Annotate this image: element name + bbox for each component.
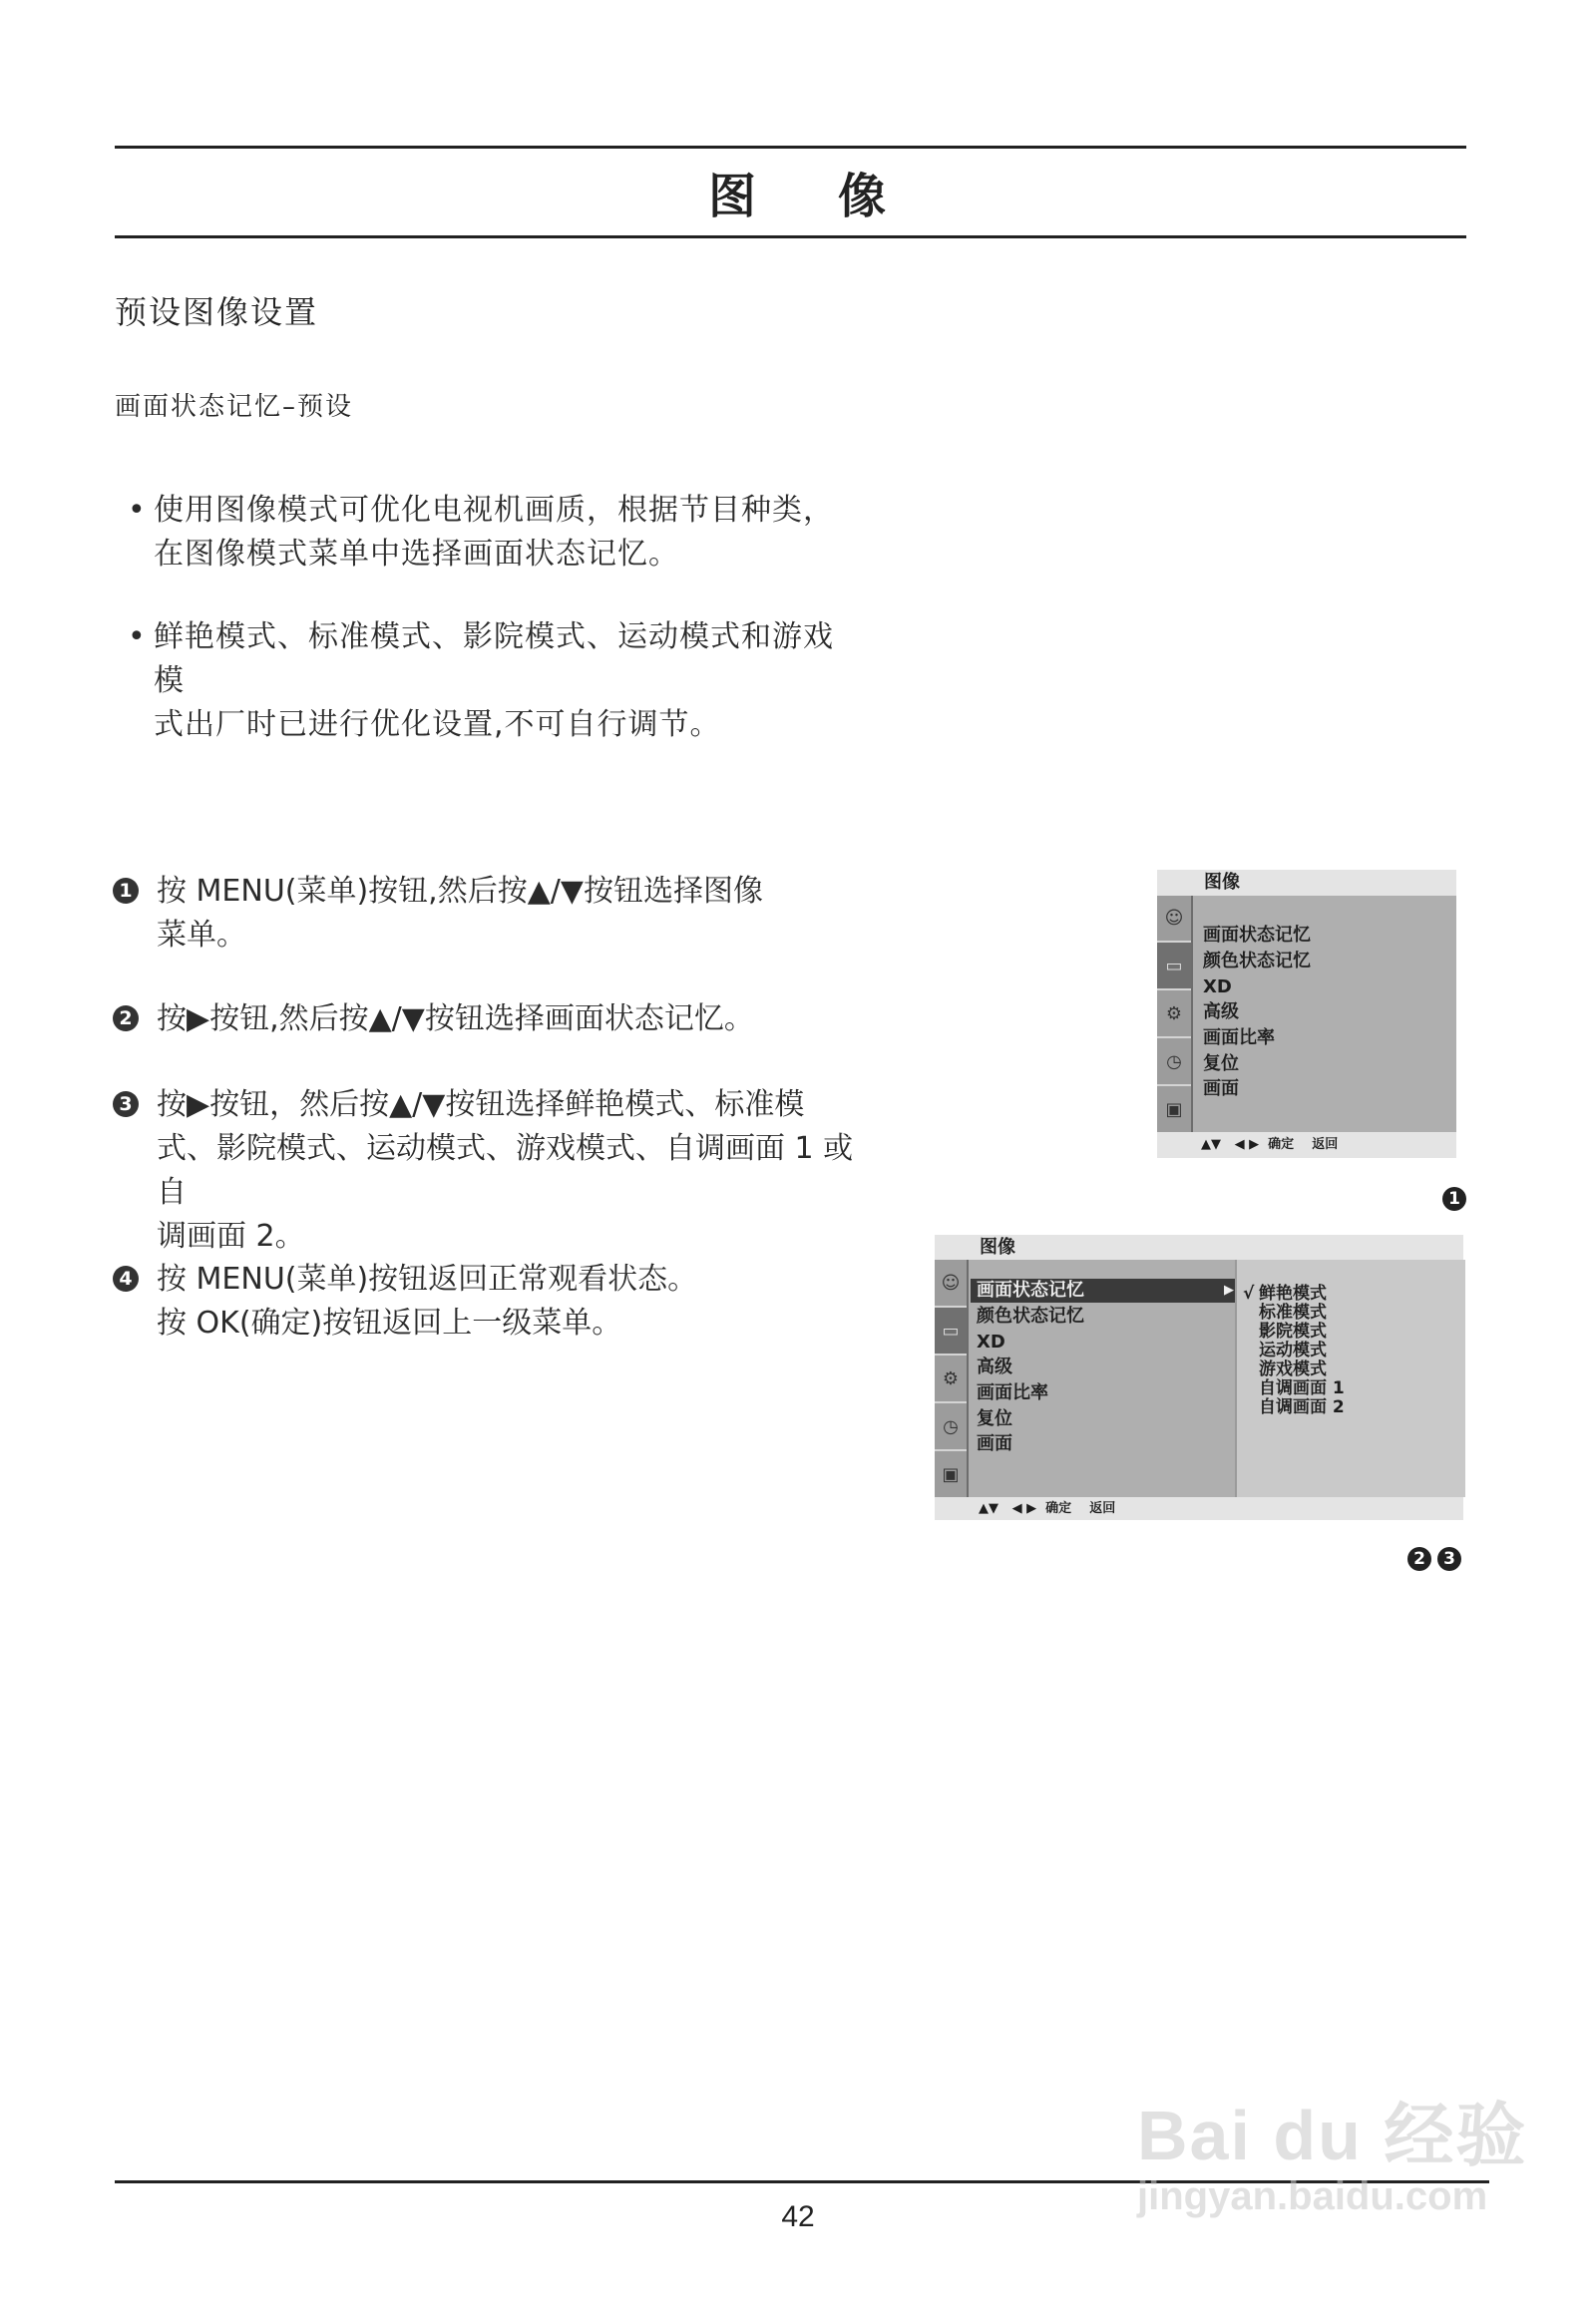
submenu-option[interactable]: 运动模式 (1259, 1341, 1327, 1360)
back-hint: 返回 (1089, 1501, 1116, 1516)
menu-title: 图像 (1157, 870, 1456, 896)
check-icon: √ (1243, 1284, 1255, 1304)
submenu-arrow-icon: ▶ (1224, 1283, 1234, 1298)
updown-arrows-icon: ▲▼ (979, 1501, 998, 1516)
bullet-paragraph-2 (128, 615, 856, 747)
step-2 (113, 997, 861, 1041)
step-line: 按 MENU(菜单)按钮返回正常观看状态。 (157, 1262, 698, 1297)
watermark-url: jingyan.baidu.com (1137, 2174, 1488, 2218)
back-hint: 返回 (1312, 1137, 1339, 1152)
menu-footer-hints (1157, 1132, 1456, 1158)
menu-footer-hints (935, 1497, 1463, 1520)
bullet-line: 鲜艳模式、标准模式、影院模式、运动模式和游戏模 (154, 619, 834, 698)
menu-item[interactable]: 画面比率 (977, 1382, 1048, 1403)
picture-icon: ☺ (935, 1260, 967, 1308)
leftright-arrows-icon: ◀ ▶ (1011, 1501, 1037, 1516)
leftright-arrows-icon: ◀ ▶ (1234, 1137, 1260, 1152)
ok-hint: 确定 (1045, 1501, 1072, 1516)
step-number-badge: 1 (113, 878, 139, 904)
menu-item[interactable]: 画面比率 (1203, 1027, 1275, 1048)
step-1 (113, 870, 861, 958)
section-subheading: 画面状态记忆–预设 (115, 392, 354, 422)
submenu-option[interactable]: 自调画面 2 (1259, 1397, 1345, 1417)
submenu-panel (1235, 1260, 1465, 1497)
menu-item[interactable]: 复位 (977, 1408, 1012, 1429)
bullet-line: 在图像模式菜单中选择画面状态记忆。 (154, 537, 679, 572)
menu-title: 图像 (935, 1235, 1463, 1260)
menu-item[interactable]: 画面 (977, 1433, 1012, 1454)
page-title (0, 158, 1596, 226)
osd-menu-picture (1157, 870, 1456, 1158)
top-rule (115, 146, 1466, 149)
lock-icon: ▣ (942, 1463, 960, 1485)
step-line: 按▶按钮,然后按▲/▼按钮选择画面状态记忆。 (157, 1001, 754, 1036)
figure-badge-3: 3 (1437, 1547, 1461, 1571)
figure-badge-2: 2 (1407, 1547, 1431, 1571)
menu-item[interactable]: XD (977, 1332, 1005, 1353)
menu-item[interactable]: 画面状态记忆 (1203, 925, 1311, 946)
gear-icon: ⚙ (935, 1356, 967, 1403)
menu-item-label: 画面状态记忆 (977, 1280, 1084, 1301)
section-heading: 预设图像设置 (115, 293, 319, 331)
step-line: 调画面 2。 (157, 1219, 305, 1254)
menu-icon-column (935, 1260, 969, 1497)
picture-icon: ☺ (1157, 896, 1191, 943)
menu-item[interactable]: 画面 (1203, 1078, 1239, 1099)
menu-item[interactable]: 复位 (1203, 1053, 1239, 1074)
step-line: 式、影院模式、运动模式、游戏模式、自调画面 1 或自 (157, 1131, 854, 1210)
title-char-1: 图 (707, 169, 758, 224)
step-number-badge: 4 (113, 1266, 139, 1292)
baidu-watermark (1137, 2080, 1527, 2219)
bullet-icon: • (128, 619, 147, 654)
menu-item[interactable]: 高级 (977, 1356, 1012, 1377)
step-number-badge: 3 (113, 1091, 139, 1117)
updown-arrows-icon: ▲▼ (1201, 1137, 1221, 1152)
menu-item[interactable]: 高级 (1203, 1001, 1239, 1022)
step-line: 按 OK(确定)按钮返回上一级菜单。 (157, 1306, 622, 1341)
lock-icon: ▣ (1165, 1098, 1183, 1120)
step-line: 菜单。 (157, 918, 246, 953)
menu-item-selected[interactable] (971, 1279, 1240, 1303)
title-char-2: 像 (838, 169, 889, 224)
menu-icon-column (1157, 896, 1193, 1132)
menu-item[interactable]: 颜色状态记忆 (1203, 951, 1311, 971)
figure-badge-1: 1 (1442, 1187, 1466, 1211)
watermark-logo: Bai du 经验 (1137, 2097, 1528, 2174)
step-line: 按 MENU(菜单)按钮,然后按▲/▼按钮选择图像 (157, 874, 763, 909)
title-bottom-rule (115, 235, 1466, 238)
timer-icon: ◷ (935, 1403, 967, 1451)
step-4 (113, 1258, 861, 1346)
bullet-line: 式出厂时已进行优化设置,不可自行调节。 (154, 707, 721, 742)
submenu-option[interactable]: 游戏模式 (1259, 1359, 1327, 1379)
osd-menu-picture-submenu (935, 1235, 1463, 1520)
bullet-icon: • (128, 493, 147, 528)
step-3 (113, 1083, 861, 1259)
step-line: 按▶按钮，然后按▲/▼按钮选择鲜艳模式、标准模 (157, 1087, 805, 1122)
screen-icon: ▭ (935, 1308, 967, 1356)
gear-icon: ⚙ (1157, 990, 1191, 1038)
step-number-badge: 2 (113, 1005, 139, 1031)
menu-item[interactable]: XD (1203, 976, 1232, 997)
screen-icon: ▭ (1157, 943, 1191, 990)
submenu-option[interactable]: 标准模式 (1259, 1303, 1327, 1323)
submenu-option[interactable]: 影院模式 (1259, 1322, 1327, 1342)
bullet-paragraph-1 (128, 489, 856, 577)
timer-icon: ◷ (1157, 1038, 1191, 1086)
submenu-option[interactable]: 自调画面 1 (1259, 1378, 1345, 1398)
page-number: 42 (781, 2200, 815, 2233)
menu-item[interactable]: 颜色状态记忆 (977, 1306, 1084, 1327)
bullet-line: 使用图像模式可优化电视机画质，根据节目种类， (154, 493, 834, 528)
ok-hint: 确定 (1268, 1137, 1295, 1152)
submenu-option[interactable]: 鲜艳模式 (1259, 1284, 1327, 1304)
